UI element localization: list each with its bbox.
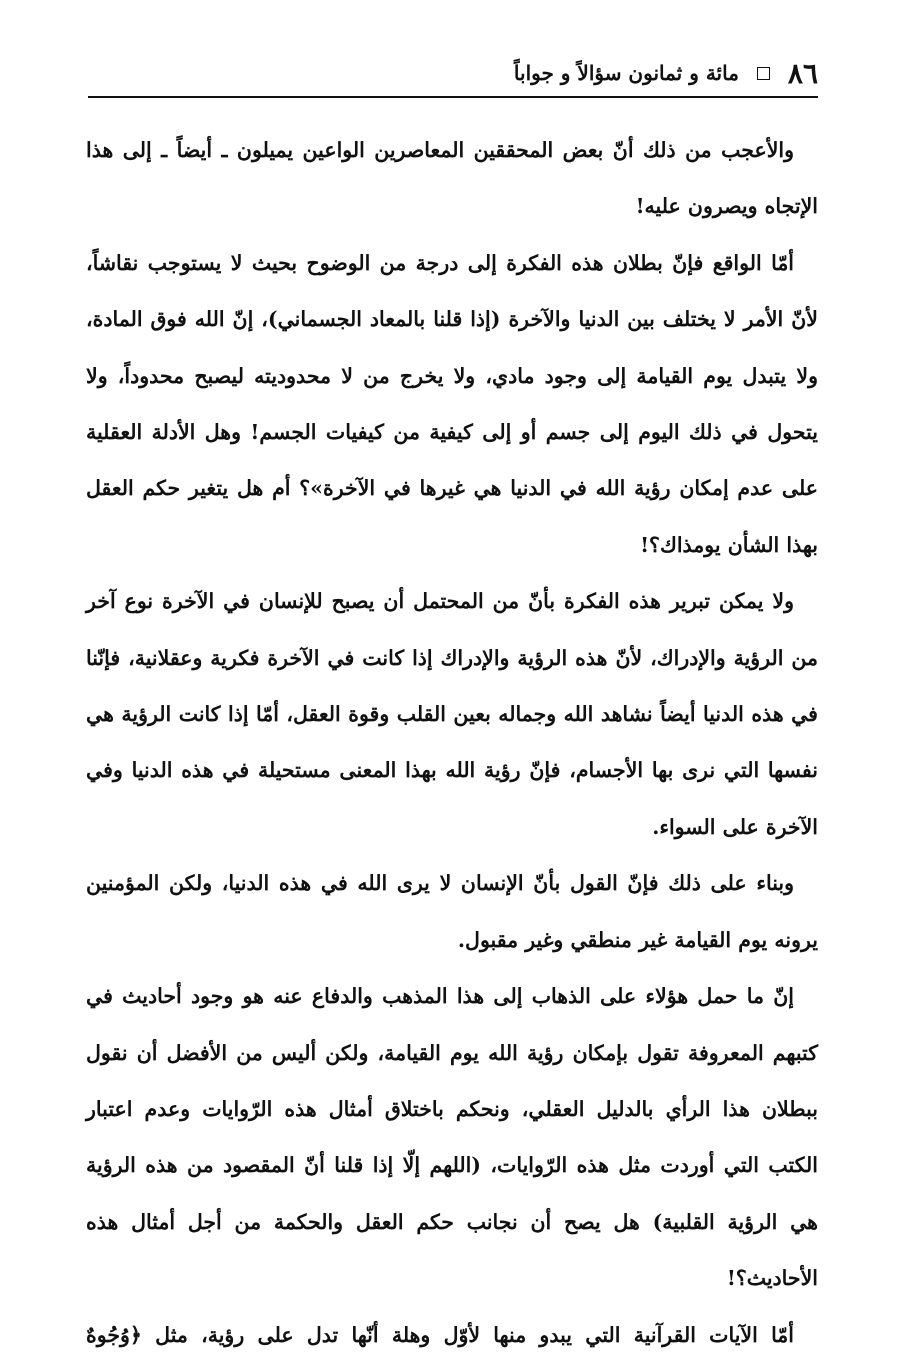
paragraph: ولا يمكن تبرير هذه الفكرة بأنّ من المحتمل أن يصبح للإنسان في الآخرة نوع آخر من الرؤية والإدراك، لأنّ هذه الرؤية والإدراك إذا كانت في الآخرة فكرية وعقلانية، فإنّنا في هذه الدنيا أيضاً نشاهد الله وجماله بعين القلب وقوة العقل، أمّا إذا كانت الرؤية هي نفسها التي نرى بها الأجسام، فإنّ رؤية الله بهذا المعنى مستحيلة في هذه الدنيا وفي الآخرة على السواء. — [86, 589, 818, 839]
header-rule — [88, 96, 818, 98]
paragraph: أمّا الواقع فإنّ بطلان هذه الفكرة إلى درجة من الوضوح بحيث لا يستوجب نقاشاً، لأنّ الأمر لا يختلف بين الدنيا والآخرة (إذا قلنا بالمعاد الجسماني)، إنّ الله فوق المادة، ولا يتبدل يوم القيامة إلى وجود مادي، ولا يخرج من لا محدوديته ليصبح محدوداً، ولا يتحول في ذلك اليوم إلى جسم أو إلى كيفية من كيفيات الجسم! وهل الأدلة العقلية على عدم إمكان رؤية الله في الدنيا هي غيرها في الآخرة»؟ أم هل يتغير حكم العقل بهذا الشأن يومذاك؟! — [86, 250, 818, 557]
paragraph: إنّ ما حمل هؤلاء على الذهاب إلى هذا المذهب والدفاع عنه هو وجود أحاديث في كتبهم المعروفة تقول بإمكان رؤية الله يوم القيامة، ولكن أليس من الأفضل أن نقول ببطلان هذا الرأي بالدليل العقلي، ونحكم باختلاق أمثال هذه الرّوايات وعدم اعتبار الكتب التي أوردت مثل هذه الرّوايات، (اللهم إلّا إذا قلنا أنّ المقصود من هذه الرؤية هي الرؤية القلبية) هل يصح أن نجانب حكم العقل والحكمة من أجل أمثال هذه الأحاديث؟! — [86, 984, 818, 1291]
paragraph: والأعجب من ذلك أنّ بعض المحققين المعاصرين الواعين يميلون ـ أيضاً ـ إلى هذا الإتجاه ويصرون عليه! — [86, 138, 818, 219]
page-number: ٨٦ — [787, 56, 818, 90]
body-text — [86, 122, 818, 1363]
paragraph: وبناء على ذلك فإنّ القول بأنّ الإنسان لا يرى الله في هذه الدنيا، ولكن المؤمنين يرونه يوم القيامة غير منطقي وغير مقبول. — [86, 871, 818, 952]
square-separator-icon — [757, 67, 770, 80]
book-title: مائة و ثمانون سؤالاً و جواباً — [513, 61, 739, 85]
paragraph: أمّا الآيات القرآنية التي يبدو منها لأوّل وهلة أنّها تدل على رؤية، مثل ﴿وُجُوهٌ — [86, 1322, 794, 1347]
running-header — [90, 52, 818, 94]
